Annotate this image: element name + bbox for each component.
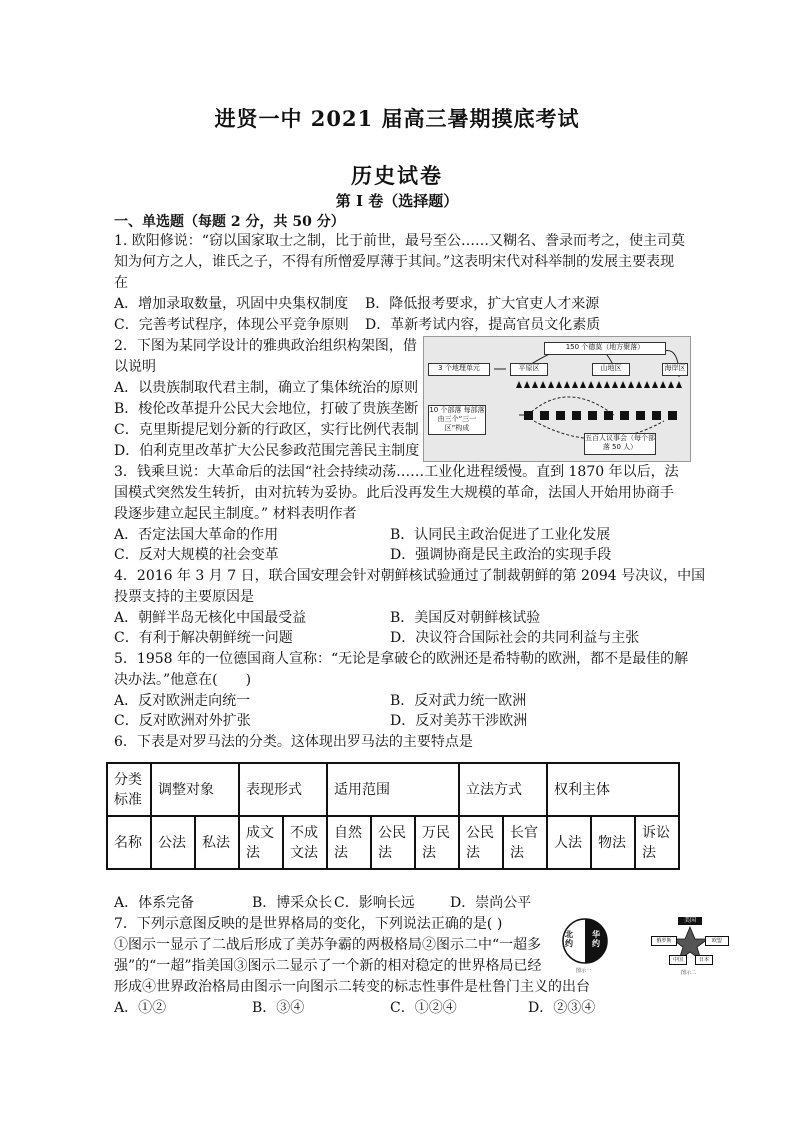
table-cell: 公法 — [151, 816, 195, 869]
bipolar-diagram — [556, 917, 614, 975]
table-cell: 名称 — [107, 816, 151, 869]
q3-option-d: D．强调协商是民主政治的实现手段 — [390, 547, 612, 563]
q7-option-d: D．②③④ — [528, 1000, 596, 1016]
table-row — [107, 816, 679, 869]
q3-stem-line2: 国模式突然发生转折，由对抗转为妥协。此后没再发生大规模的革命，法国人开始用协商手 — [114, 485, 674, 501]
q1-option-d: D．革新考试内容，提高官员文化素质 — [365, 317, 601, 333]
table-cell: 分类标准 — [107, 763, 151, 816]
table-cell: 适用范围 — [327, 763, 459, 816]
table-cell: 不成文法 — [283, 816, 327, 869]
table-cell: 成文法 — [239, 816, 283, 869]
table-cell: 人法 — [547, 816, 591, 869]
table-cell: 公民法 — [371, 816, 415, 869]
q3-option-b: B．认同民主政治促进了工业化发展 — [390, 527, 611, 543]
q6-stem: 6．下表是对罗马法的分类。这体现出罗马法的主要特点是 — [114, 734, 473, 750]
q5-option-c: C．反对欧洲对外扩张 — [114, 713, 251, 729]
q1-stem-line2: 知为何方之人，谁氏之子，不得有所憎爱厚薄于其间。”这表明宋代对科举制的发展主要表现 — [114, 254, 675, 270]
q2-stem-line2: 以说明 — [114, 359, 156, 375]
table-cell: 自然法 — [327, 816, 371, 869]
q2-option-c: C．克里斯提尼划分新的行政区，实行比例代表制 — [114, 422, 419, 438]
tribes-label: 10 个部落 每部落由三个“三一区”构成 — [428, 405, 486, 435]
q3-stem-line1: 3．钱乘旦说：大革命后的法国“社会持续动荡……工业化进程缓慢。直到 1870 年以后，法 — [114, 464, 679, 480]
russia-label: 俄罗斯 — [651, 936, 677, 946]
council-label: 五百人议事会（每个部落 50 人） — [584, 433, 656, 455]
athens-structure-diagram — [423, 336, 691, 462]
q4-option-a: A．朝鲜半岛无核化中国最受益 — [114, 610, 307, 626]
q6-option-a: A．体系完备 — [114, 895, 195, 911]
eu-label: 欧盟 — [705, 936, 729, 946]
nato-label: 北约 — [565, 930, 573, 948]
exam-title: 进贤一中 2021 届高三暑期摸底考试 — [214, 106, 580, 131]
q4-option-d: D．决议符合国际社会的共同利益与主张 — [390, 630, 640, 646]
table-cell: 调整对象 — [151, 763, 239, 816]
q4-option-c: C．有利于解决朝鲜统一问题 — [114, 630, 293, 646]
q1-option-c: C．完善考试程序，体现公平竞争原则 — [114, 317, 349, 333]
q7-stem-line2: ①图示一显示了二战后形成了美苏争霸的两极格局②图示二中“一超多 — [114, 937, 542, 953]
exam-subtitle: 历史试卷 — [351, 163, 443, 188]
q7-stem-line1: 7．下列示意图反映的是世界格局的变化，下列说法正确的是( ) — [114, 916, 503, 932]
q4-stem-line1: 4．2016 年 3 月 7 日，联合国安理会针对朝鲜核试验通过了制裁朝鲜的第 2094 号决议，中国 — [114, 568, 706, 584]
q1-stem-line3: 在 — [114, 275, 128, 291]
q5-option-a: A．反对欧洲走向统一 — [114, 693, 251, 709]
q7-option-b: B．③④ — [252, 1000, 305, 1016]
q2-option-b: B．梭伦改革提升公民大会地位，打破了贵族垄断 — [114, 401, 419, 417]
q3-option-c: C．反对大规模的社会变革 — [114, 547, 279, 563]
q7-option-a: A．①② — [114, 1000, 167, 1016]
q6-option-d: D．崇尚公平 — [450, 895, 532, 911]
multipolar-diagram — [651, 917, 729, 977]
q1-option-b: B．降低报考要求，扩大官吏人才来源 — [365, 296, 600, 312]
table-cell: 物法 — [591, 816, 635, 869]
table-cell: 长官法 — [503, 816, 547, 869]
warsaw-pact-label: 华约 — [592, 930, 600, 948]
q4-stem-line2: 投票支持的主要原因是 — [114, 589, 254, 605]
q2-option-d: D．伯利克里改革扩大公民参政范围完善民主制度 — [114, 443, 420, 459]
figure1-caption: 图示一 — [576, 968, 592, 974]
roman-law-table — [106, 762, 680, 870]
q1-option-a: A．增加录取数量，巩固中央集权制度 — [114, 296, 349, 312]
table-cell: 表现形式 — [239, 763, 327, 816]
table-cell: 立法方式 — [459, 763, 547, 816]
q1-stem-line1: 1. 欧阳修说：“窃以国家取士之制，比于前世，最号至公……又糊名、誊录而考之，使主司莫 — [114, 233, 685, 249]
q5-option-b: B．反对武力统一欧洲 — [390, 693, 527, 709]
q3-stem-line3: 段逐步建立起民主制度。” 材料表明作者 — [114, 506, 357, 522]
usa-label: 美国 — [678, 917, 702, 925]
q3-option-a: A．否定法国大革命的作用 — [114, 527, 279, 543]
mountain-region-label: 山地区 — [592, 363, 630, 376]
demes-label: 150 个德莫（地方聚落） — [544, 342, 666, 355]
table-cell: 诉讼法 — [635, 816, 679, 869]
table-cell: 公民法 — [459, 816, 503, 869]
q2-option-a: A．以贵族制取代君主制，确立了集体统治的原则 — [114, 380, 419, 396]
q5-option-d: D．反对美苏干涉欧洲 — [390, 713, 528, 729]
china-label: 中国 — [669, 955, 687, 965]
figure2-caption: 图示二 — [681, 970, 697, 976]
q2-stem-line1: 2．下图为某同学设计的雅典政治组织构架图，借 — [114, 338, 417, 354]
volume-heading: 第 I 卷（选择题） — [335, 192, 459, 210]
table-cell: 私法 — [195, 816, 239, 869]
q6-option-c: C．影响长远 — [334, 895, 415, 911]
q7-stem-line4: 形成④世界政治格局由图示一向图示二转变的标志性事件是杜鲁门主义的出台 — [114, 979, 590, 995]
q5-stem-line1: 5．1958 年的一位德国商人宣称：“无论是拿破仑的欧洲还是希特勒的欧洲，都不是最佳的解 — [114, 651, 689, 667]
q5-stem-line2: 决办法。”他意在( ) — [114, 672, 252, 688]
table-cell: 权利主体 — [547, 763, 679, 816]
geo-units-label: 3 个地理单元 — [428, 363, 490, 376]
plain-region-label: 平原区 — [510, 363, 548, 376]
q6-option-b: B．博采众长 — [252, 895, 333, 911]
japan-label: 日本 — [695, 955, 713, 965]
q4-option-b: B．美国反对朝鲜核试验 — [390, 610, 541, 626]
q7-stem-line3: 强”的“一超”指美国③图示二显示了一个新的相对稳定的世界格局已经 — [114, 958, 542, 974]
coast-region-label: 海岸区 — [662, 363, 688, 376]
table-cell: 万民法 — [415, 816, 459, 869]
q7-option-c: C．①②④ — [390, 1000, 457, 1016]
table-header-row — [107, 763, 679, 816]
section-heading: 一、单选题（每题 2 分，共 50 分） — [114, 214, 345, 230]
